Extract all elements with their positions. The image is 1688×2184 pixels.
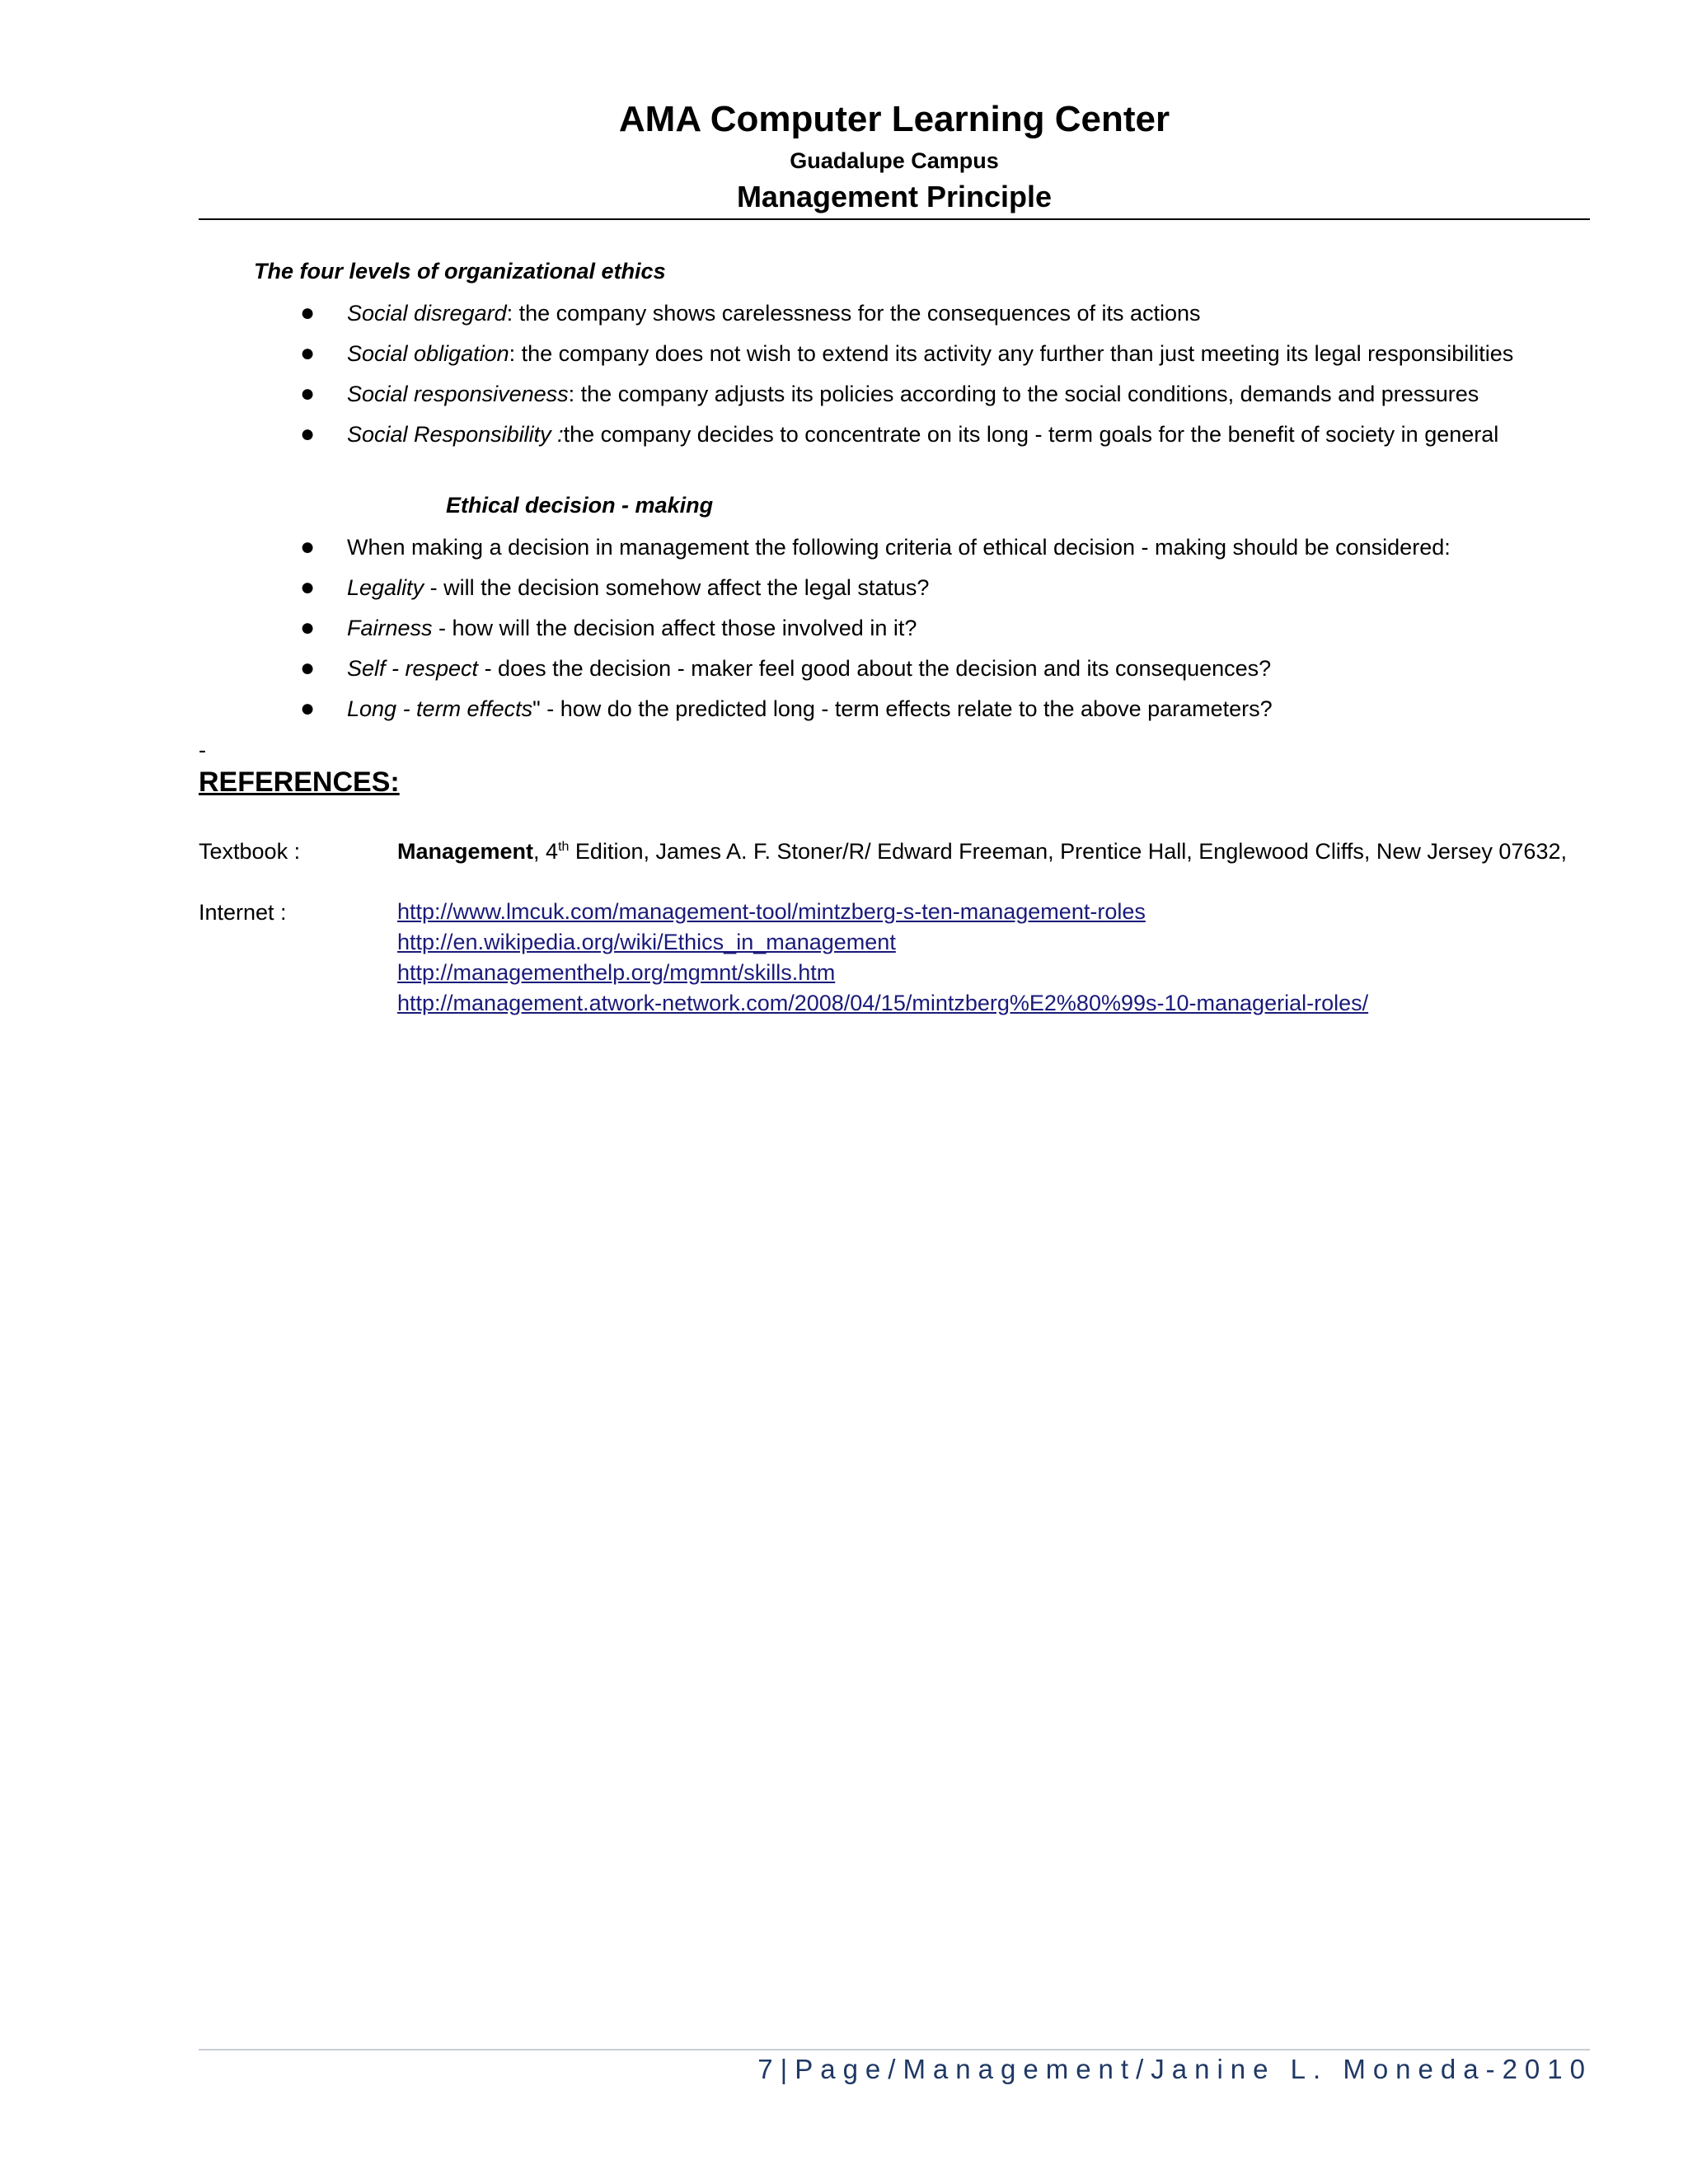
internet-links xyxy=(397,897,1368,1019)
ethical-decision-list xyxy=(300,531,1451,733)
internet-label: Internet : xyxy=(199,900,287,925)
list-item: ● Social Responsibility :the company decides to concentrate on its long - term goals for the benefit of society in general xyxy=(347,418,1513,458)
campus-subtitle: Guadalupe Campus xyxy=(790,148,999,173)
list-item: ● Social responsiveness: the company adjusts its policies according to the social conditions, demands and pressures xyxy=(347,377,1513,418)
bullet-icon: ● xyxy=(300,380,316,407)
ethics-levels-heading: The four levels of organizational ethics xyxy=(254,259,666,284)
header-divider xyxy=(199,218,1590,220)
reference-link[interactable]: http://management.atwork-network.com/2008/04/15/mintzberg%E2%80%99s-10-managerial-roles/ xyxy=(397,991,1369,1015)
textbook-citation: Management, 4th Edition, James A. F. Stoner/R/ Edward Freeman, Prentice Hall, Englewood Cliffs, New Jersey 07632, xyxy=(397,839,1567,864)
page-footer: 7|Page/Management/Janine L. Moneda-2010 xyxy=(757,2054,1592,2084)
bullet-icon: ● xyxy=(300,654,316,682)
textbook-label: Textbook : xyxy=(199,839,301,864)
ethical-decision-heading: Ethical decision - making xyxy=(446,493,714,518)
bullet-icon: ● xyxy=(300,420,316,448)
bullet-icon: ● xyxy=(300,574,316,601)
footer-divider xyxy=(199,2049,1590,2050)
list-item: ● Social disregard: the company shows carelessness for the consequences of its actions xyxy=(347,297,1513,337)
subject-title: Management Principle xyxy=(736,180,1053,213)
bullet-icon: ● xyxy=(300,340,316,367)
list-item: ● When making a decision in management the following criteria of ethical decision - making should be considered: xyxy=(347,531,1451,571)
ethics-levels-list xyxy=(300,297,1514,458)
references-heading: REFERENCES: xyxy=(199,766,400,798)
list-item: ● Legality - will the decision somehow affect the legal status? xyxy=(347,571,1451,612)
list-item: ● Long - term effects" - how do the predicted long - term effects relate to the above parameters? xyxy=(347,692,1451,733)
bullet-icon: ● xyxy=(300,695,316,722)
stray-dash: - xyxy=(199,738,206,762)
reference-link[interactable]: http://en.wikipedia.org/wiki/Ethics_in_management xyxy=(397,930,896,954)
bullet-icon: ● xyxy=(300,614,316,641)
bullet-icon: ● xyxy=(300,299,316,326)
reference-link[interactable]: http://www.lmcuk.com/management-tool/mintzberg-s-ten-management-roles xyxy=(397,899,1146,924)
list-item: ● Self - respect - does the decision - maker feel good about the decision and its consequences? xyxy=(347,652,1451,692)
list-item: ● Social obligation: the company does not wish to extend its activity any further than just meeting its legal responsibilities xyxy=(347,337,1513,377)
list-item: ● Fairness - how will the decision affect those involved in it? xyxy=(347,612,1451,652)
bullet-icon: ● xyxy=(300,533,316,560)
institution-title: AMA Computer Learning Center xyxy=(618,99,1170,139)
reference-link[interactable]: http://managementhelp.org/mgmnt/skills.htm xyxy=(397,960,836,985)
